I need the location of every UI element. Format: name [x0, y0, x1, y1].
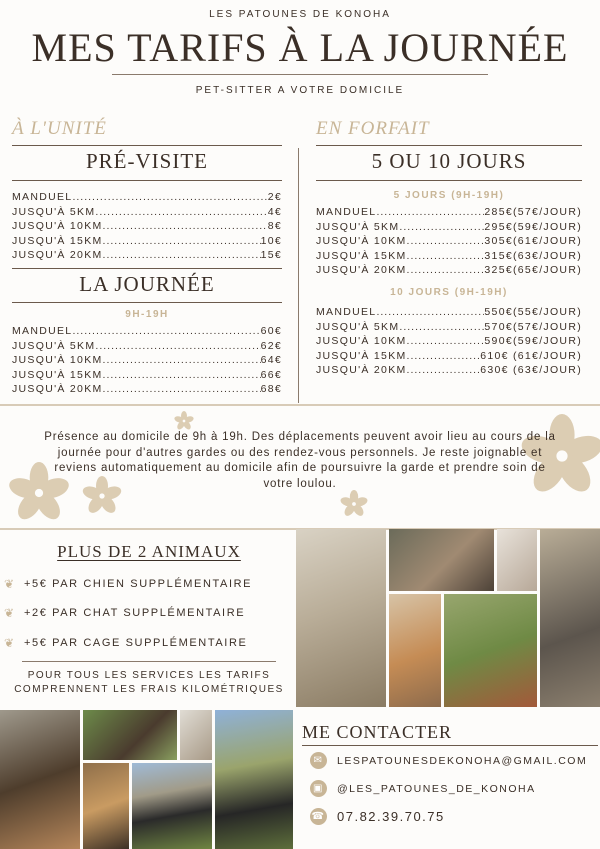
ten-days-subtitle: 10 JOURS (9H-19H)	[390, 287, 508, 298]
row-label: JUSQU'À 10KM	[12, 354, 103, 367]
row-price: 285€(57€/JOUR)	[484, 206, 582, 218]
row-label: JUSQU'À 10KM	[316, 335, 407, 348]
dot-leader	[103, 248, 261, 263]
divider	[12, 302, 282, 303]
price-row	[12, 324, 282, 339]
dot-leader	[95, 205, 267, 220]
row-price: 325€(65€/JOUR)	[484, 264, 582, 277]
previsite-price-list	[12, 190, 282, 263]
sakura-flower-icon	[174, 411, 194, 431]
price-row	[316, 363, 582, 378]
row-price: 305€(61€/JOUR)	[484, 235, 582, 248]
row-label: JUSQU'À 20KM	[12, 249, 103, 262]
price-row	[316, 349, 582, 364]
price-row	[12, 368, 282, 383]
dot-leader	[103, 368, 261, 383]
contact-email[interactable]	[310, 752, 587, 769]
price-row	[12, 219, 282, 234]
journee-hours: 9H-19H	[125, 309, 169, 320]
five-days-subtitle: 5 JOURS (9H-19H)	[393, 190, 505, 201]
sakura-flower-icon	[340, 490, 368, 518]
unit-label: À L'UNITÉ	[12, 118, 107, 139]
row-price: 570€(57€/JOUR)	[484, 320, 582, 333]
phone-link[interactable]: 07.82.39.70.75	[337, 809, 445, 824]
price-row	[12, 382, 282, 397]
package-label: EN FORFAIT	[316, 118, 430, 139]
row-price: 68€	[260, 383, 282, 396]
divider	[12, 180, 282, 181]
row-label: MANDUEL	[12, 325, 73, 337]
row-label: JUSQU'À 5KM	[316, 220, 400, 233]
dog-photo	[83, 763, 129, 849]
row-label: JUSQU'À 5KM	[316, 320, 400, 333]
dot-leader	[103, 219, 268, 234]
row-label: JUSQU'À 20KM	[12, 383, 103, 396]
row-price: 15€	[260, 249, 282, 262]
extras-title: PLUS DE 2 ANIMAUX	[57, 542, 241, 561]
brand-name: LES PATOUNES DE KONOHA	[209, 9, 391, 20]
price-row	[316, 220, 582, 235]
row-price: 60€	[260, 325, 282, 337]
row-price: 4€	[267, 205, 282, 218]
paw-icon: ❦	[4, 606, 16, 620]
mail-icon: ✉	[310, 752, 327, 769]
price-row	[316, 320, 582, 335]
extra-item	[4, 607, 245, 619]
row-price: 62€	[260, 339, 282, 352]
contact-instagram[interactable]	[310, 780, 536, 797]
extra-item	[4, 637, 247, 649]
price-row	[12, 248, 282, 263]
dot-leader	[407, 363, 481, 378]
dot-leader	[103, 234, 261, 249]
mileage-note	[0, 669, 298, 697]
extra-item-label: +5€ PAR CHIEN SUPPLÉMENTAIRE	[24, 578, 253, 590]
column-divider	[298, 148, 299, 403]
price-row	[316, 305, 582, 320]
journee-price-list	[12, 324, 282, 397]
divider	[316, 145, 582, 146]
row-label: JUSQU'À 15KM	[12, 368, 103, 381]
instagram-link[interactable]: @LES_PATOUNES_DE_KONOHA	[337, 782, 536, 795]
note-line: POUR TOUS LES SERVICES LES TARIFS	[27, 670, 271, 681]
cat-photo	[389, 529, 494, 591]
page-subtitle: PET-SITTER A VOTRE DOMICILE	[195, 85, 405, 96]
price-row	[12, 190, 282, 205]
row-label: MANDUEL	[316, 206, 377, 218]
divider	[316, 180, 582, 181]
row-price: 64€	[260, 354, 282, 367]
dot-leader	[95, 339, 260, 354]
dog-photo	[444, 594, 537, 707]
dot-leader	[376, 305, 484, 320]
price-row	[316, 205, 582, 220]
price-row	[12, 205, 282, 220]
email-link[interactable]: LESPATOUNESDEKONOHA@GMAIL.COM	[337, 754, 588, 767]
price-row	[316, 263, 582, 278]
cat-photo	[497, 529, 537, 591]
row-label: MANDUEL	[12, 191, 73, 203]
dot-leader	[376, 205, 484, 220]
five-days-price-list	[316, 205, 582, 278]
dog-photo	[215, 710, 293, 849]
journee-title: LA JOURNÉE	[79, 272, 215, 296]
service-description: Présence au domicile de 9h à 19h. Des déplacements peuvent avoir lieu au cours de la journée pour d'autres gardes ou des rendez-vous personnels. Je reste joignable et reviens automatiquement au domicile afin de poursuivre la garde et prendre soin de votre loulou.	[44, 431, 556, 490]
dot-leader	[399, 220, 484, 235]
divider	[302, 745, 598, 746]
row-label: JUSQU'À 20KM	[316, 264, 407, 277]
dog-photo	[540, 529, 600, 707]
row-price: 295€(59€/JOUR)	[484, 220, 582, 233]
row-price: 315€(63€/JOUR)	[484, 249, 582, 262]
row-label: JUSQU'À 15KM	[316, 349, 407, 362]
paw-icon: ❦	[4, 636, 16, 650]
price-row	[12, 353, 282, 368]
dot-leader	[407, 349, 481, 364]
previsite-title: PRÉ-VISITE	[86, 149, 208, 173]
row-label: JUSQU'À 5KM	[12, 205, 96, 218]
dot-leader	[407, 249, 485, 264]
dot-leader	[103, 353, 261, 368]
row-label: JUSQU'À 15KM	[12, 234, 103, 247]
price-row	[12, 234, 282, 249]
row-price: 550€(55€/JOUR)	[484, 306, 582, 318]
row-label: JUSQU'À 10KM	[12, 220, 103, 233]
row-label: JUSQU'À 10KM	[316, 235, 407, 248]
ten-days-price-list	[316, 305, 582, 378]
package-title: 5 OU 10 JOURS	[371, 149, 527, 173]
row-label: JUSQU'À 20KM	[316, 364, 407, 377]
row-label: JUSQU'À 15KM	[316, 249, 407, 262]
phone-icon: ☎	[310, 808, 327, 825]
dog-photo	[0, 710, 80, 849]
contact-title: ME CONTACTER	[302, 722, 453, 742]
cat-photo	[389, 594, 441, 707]
dot-leader	[407, 263, 485, 278]
paw-icon: ❦	[4, 577, 16, 591]
dog-photo	[132, 763, 212, 849]
price-row	[12, 339, 282, 354]
row-price: 630€ (63€/JOUR)	[480, 364, 582, 377]
dot-leader	[407, 234, 485, 249]
instagram-icon: ▣	[310, 780, 327, 797]
row-price: 590€(59€/JOUR)	[484, 335, 582, 348]
title-divider	[112, 74, 488, 75]
page-title: MES TARIFS À LA JOURNÉE	[31, 25, 569, 70]
dot-leader	[72, 190, 267, 205]
divider	[22, 661, 276, 662]
price-row	[316, 234, 582, 249]
extra-item	[4, 578, 252, 590]
row-price: 8€	[267, 220, 282, 233]
row-price: 2€	[267, 191, 282, 203]
dog-photo	[296, 529, 386, 707]
dot-leader	[399, 320, 484, 335]
note-line: COMPRENNENT LES FRAIS KILOMÉTRIQUES	[14, 684, 284, 695]
row-label: JUSQU'À 5KM	[12, 339, 96, 352]
row-price: 610€ (61€/JOUR)	[480, 349, 582, 362]
row-price: 10€	[260, 234, 282, 247]
row-label: MANDUEL	[316, 306, 377, 318]
price-row	[316, 249, 582, 264]
extra-item-label: +5€ PAR CAGE SUPPLÉMENTAIRE	[24, 637, 248, 649]
divider	[12, 145, 282, 146]
dot-leader	[407, 334, 485, 349]
dot-leader	[103, 382, 261, 397]
dog-photo	[83, 710, 177, 760]
price-row	[316, 334, 582, 349]
dot-leader	[72, 324, 260, 339]
contact-phone[interactable]	[310, 808, 445, 825]
row-price: 66€	[260, 368, 282, 381]
divider	[12, 268, 282, 269]
dog-photo	[180, 710, 212, 760]
extra-item-label: +2€ PAR CHAT SUPPLÉMENTAIRE	[24, 607, 246, 619]
